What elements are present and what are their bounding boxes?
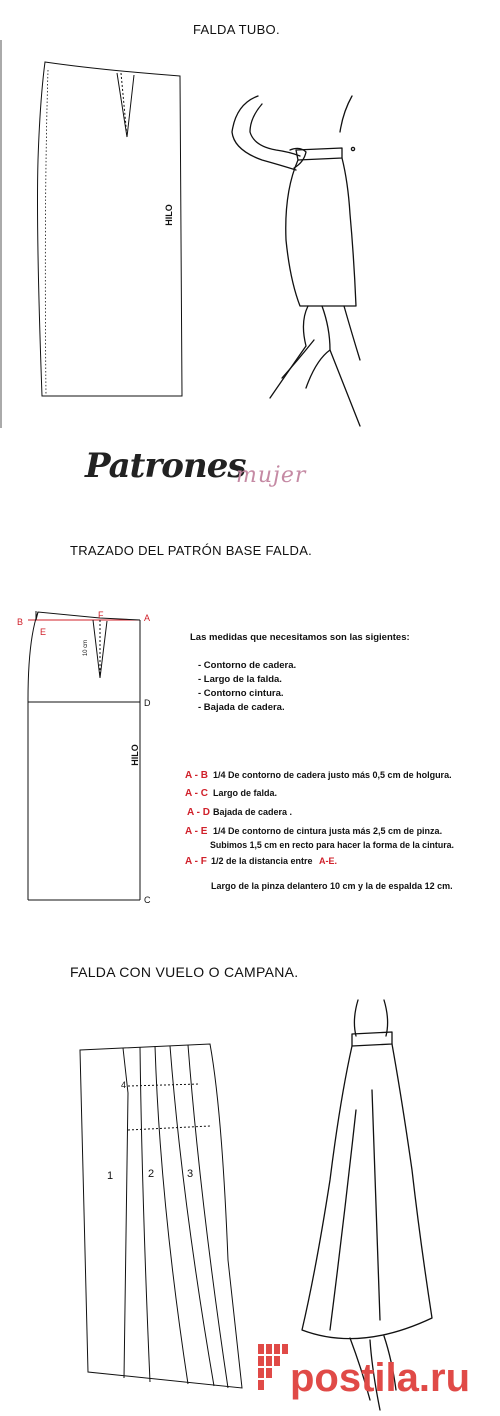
logo-patrones: Patrones (85, 446, 246, 486)
vuelo-title: FALDA CON VUELO O CAMPANA. (70, 964, 299, 980)
trazado-title: TRAZADO DEL PATRÓN BASE FALDA. (70, 543, 313, 558)
measure-item: - Contorno de cadera. (198, 660, 297, 671)
point-c: C (144, 895, 151, 905)
point-b: B (17, 617, 24, 627)
step-text: Subimos 1,5 cm en recto para hacer la forma de la cintura. (210, 840, 454, 850)
step-suffix: A-E. (319, 856, 337, 866)
step-text: Largo de la pinza delantero 10 cm y la de espalda 12 cm. (211, 881, 453, 891)
step-code: A - F (185, 856, 207, 867)
measures-heading: Las medidas que necesitamos son las sigientes: (190, 632, 410, 643)
logo-mujer: mujer (236, 463, 307, 488)
step-code: A - E (185, 826, 208, 837)
step-text: 1/2 de la distancia entre (211, 856, 313, 866)
point-f: F (98, 610, 104, 620)
panel-label: 2 (148, 1168, 155, 1180)
dart-length-label: 10 cm (83, 639, 90, 657)
step-code: A - B (185, 770, 208, 781)
panel-label: 3 (187, 1168, 194, 1180)
step-text: 1/4 De contorno de cadera justo más 0,5 cm de holgura. (213, 770, 452, 780)
step-text: Bajada de cadera . (213, 807, 293, 817)
slash-point-label: 4 (121, 1080, 127, 1090)
measure-item: - Contorno cintura. (198, 688, 284, 699)
step-code: A - D (187, 807, 210, 818)
draft-grain-label: HILO (129, 744, 140, 766)
step-text: Largo de falda. (213, 788, 278, 798)
tubo-grain-label: HILO (163, 204, 174, 226)
panel-label: 1 (107, 1170, 114, 1182)
measure-item: - Bajada de cadera. (198, 702, 285, 713)
step-text: 1/4 De contorno de cintura justa más 2,5 cm de pinza. (213, 826, 443, 836)
measure-item: - Largo de la falda. (198, 674, 282, 685)
svg-text:postila.ru: postila.ru (290, 1356, 471, 1400)
point-a: A (144, 613, 151, 623)
point-e: E (40, 627, 47, 637)
step-code: A - C (185, 788, 208, 799)
point-d: D (144, 698, 151, 708)
falda-tubo-title: FALDA TUBO. (193, 22, 280, 37)
